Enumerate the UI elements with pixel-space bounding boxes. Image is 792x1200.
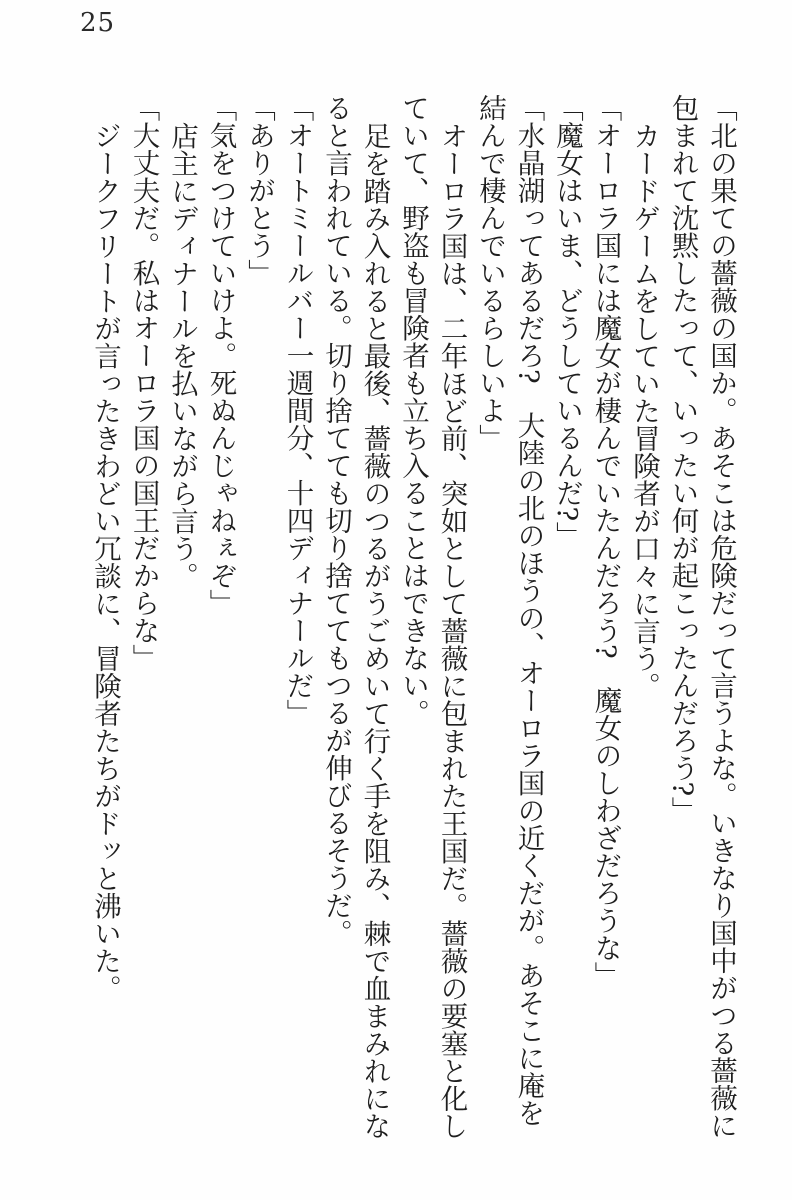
paragraph-dialogue: 「大丈夫だ。私はオーロラ国の国王だからな」 bbox=[127, 94, 160, 672]
paragraph-narration: ジークフリートが言ったきわどい冗談に、冒険者たちがドッと沸いた。 bbox=[89, 121, 121, 1002]
paragraph-narration: 店主にディナールを払いながら言う。 bbox=[166, 121, 198, 589]
paragraph-dialogue: 「気をつけていけよ。死ぬんじゃねぇぞ」 bbox=[204, 94, 237, 617]
paragraph-dialogue: 「ありがとう」 bbox=[243, 94, 275, 287]
paragraph-narration: オーロラ国は、二年ほど前、突如として薔薇に包まれた王国だ。薔薇の要塞と化していて、野盗も冒険者も立ち入ることはできない。 bbox=[397, 94, 468, 1139]
paragraph-dialogue: 「水晶湖ってあるだろ? 大陸の北のほうの、オーロラ国の近くだが。あそこに庵を結んで棲んでいるらしいよ」 bbox=[474, 94, 545, 1127]
paragraph-dialogue: 「魔女はいま、どうしているんだ?」 bbox=[551, 94, 583, 549]
page-number: 25 bbox=[80, 8, 116, 38]
paragraph-dialogue: 「北の果ての薔薇の国か。あそこは危険だって言うよな。いきなり国中がつる薔薇に包まれて沈黙したって、いったい何が起こったんだろう?」 bbox=[666, 94, 737, 1139]
paragraph-dialogue: 「オーロラ国には魔女が棲んでいたんだろう? 魔女のしわざだろうな」 bbox=[589, 94, 622, 989]
paragraph-narration: カードゲームをしていた冒険者が口々に言う。 bbox=[628, 121, 660, 699]
paragraph-dialogue: 「オートミールバー一週間分、十四ディナールだ」 bbox=[281, 94, 314, 727]
book-text bbox=[80, 94, 740, 1140]
paragraph-narration: 足を踏み入れると最後、薔薇のつるがうごめいて行く手を阻み、棘で血まみれになると言われている。切り捨てても切り捨ててもつるが伸びるそうだ。 bbox=[320, 94, 391, 1139]
